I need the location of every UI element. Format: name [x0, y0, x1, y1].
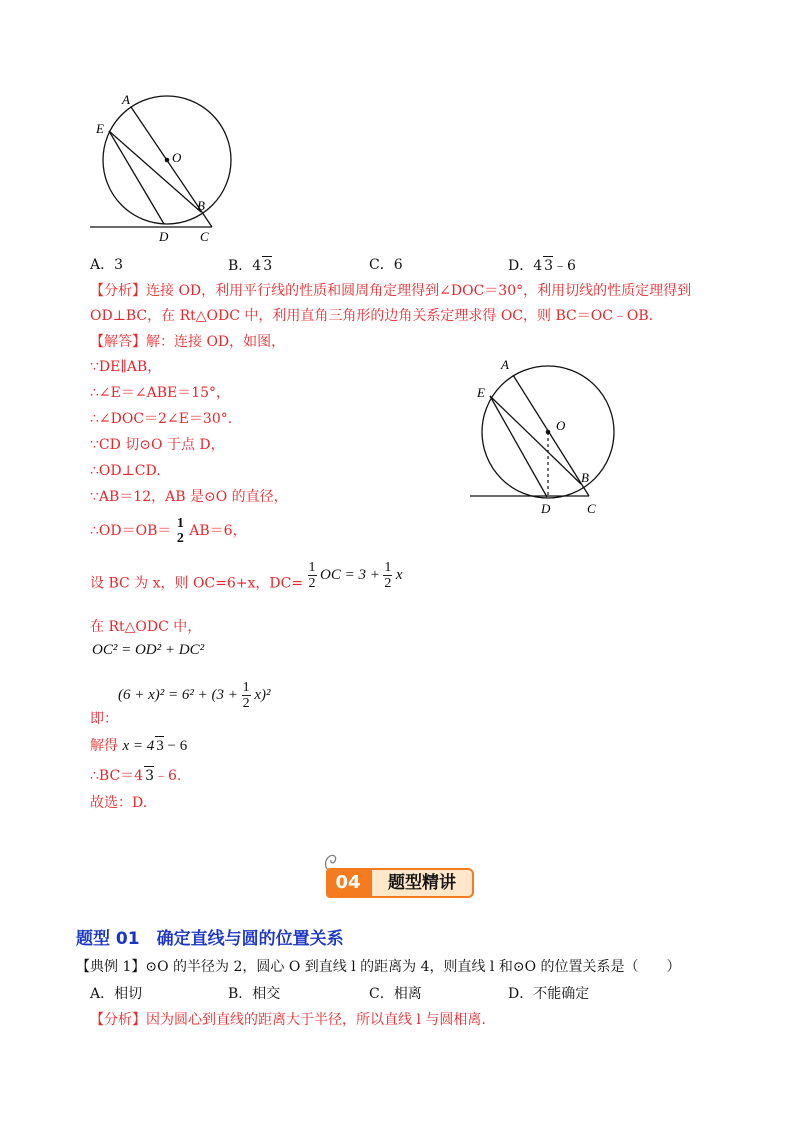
- analysis-line-2: OD⊥BC，在 Rt△ODC 中，利用直角三角形的边角关系定理求得 OC，则 BC＝OC﹣OB.: [90, 308, 654, 324]
- solution-step-6: ∴OD⊥CD.: [90, 463, 161, 479]
- option-c: C．6: [369, 257, 403, 273]
- label-b: B: [197, 198, 205, 213]
- option-a: A．3: [90, 257, 124, 273]
- solution-step-3: ∴∠E＝∠ABE＝15°，: [90, 385, 231, 401]
- example-option-c: C．相离: [369, 986, 422, 1002]
- example-analysis: 【分析】因为圆心到直线的距离大于半径，所以直线 l 与圆相离.: [90, 1012, 486, 1028]
- solution-step-7: ∵AB＝12，AB 是⊙O 的直径，: [90, 489, 288, 505]
- analysis-line-1: 【分析】连接 OD，利用平行线的性质和圆周角定理得到∠DOC＝30°，利用切线的性质定理得到: [90, 283, 692, 299]
- solution-step-12: 解得 x = 4 3 − 6: [90, 738, 188, 754]
- equation-pythagoras: OC² = OD² + DC²: [92, 642, 205, 658]
- segment-eb: [490, 396, 581, 484]
- badge-title: 题型精讲: [370, 868, 474, 898]
- solution-step-13: ∴BC＝4 3﹣6.: [90, 768, 182, 784]
- example-option-d: D．不能确定: [508, 986, 590, 1002]
- solution-step-2: ∵DE∥AB，: [90, 359, 162, 375]
- section-badge: [326, 862, 478, 904]
- section-heading: 题型 01 确定直线与圆的位置关系: [76, 929, 344, 949]
- label-d: D: [159, 229, 169, 244]
- solution-step-9: 设 BC 为 x，则 OC=6+x，DC= $\frac{1}{2}$ OC = 3 + $\frac{1}{2}$ x: [90, 560, 403, 592]
- center-point: [165, 158, 170, 163]
- label-o: O: [556, 418, 566, 433]
- segment-ed: [109, 131, 164, 224]
- solution-step-1: 【解答】解：连接 OD，如图，: [90, 334, 286, 350]
- badge-number: 04: [326, 868, 370, 898]
- example-option-a: A．相切: [90, 986, 143, 1002]
- option-d: D．4 3﹣6: [508, 258, 576, 274]
- geometry-figure-solution: [468, 352, 618, 520]
- label-a: A: [501, 357, 509, 372]
- label-e: E: [477, 385, 485, 400]
- label-c: C: [200, 229, 209, 244]
- label-c: C: [587, 501, 596, 516]
- solution-step-4: ∴∠DOC＝2∠E＝30°.: [90, 411, 233, 427]
- label-o: O: [172, 150, 182, 165]
- label-a: A: [122, 92, 130, 107]
- option-b: B．4 3: [228, 258, 273, 274]
- geometry-figure-top: [80, 88, 250, 248]
- label-e: E: [96, 121, 104, 136]
- example-question: 【典例 1】⊙O 的半径为 2，圆心 O 到直线 l 的距离为 4，则直线 l 和⊙O 的位置关系是（ ）: [76, 959, 681, 975]
- segment-ed: [490, 396, 547, 497]
- example-option-b: B．相交: [228, 986, 281, 1002]
- center-point: [546, 430, 551, 435]
- fraction-half: 1 2: [176, 516, 184, 546]
- solution-step-10: 在 Rt△ODC 中，: [90, 619, 202, 635]
- segment-ac: [513, 375, 589, 496]
- equation-substituted: (6 + x)² = 6² + (3 + $\frac{1}{2}$ x)²: [118, 680, 271, 711]
- solution-step-11: 即：: [90, 711, 118, 727]
- solution-step-14: 故选：D.: [90, 795, 148, 811]
- label-b: B: [581, 470, 589, 485]
- solution-step-8: ∴OD＝OB＝ 1 2 AB＝6，: [90, 516, 247, 546]
- solution-step-5: ∵CD 切⊙O 于点 D，: [90, 437, 225, 453]
- label-d: D: [541, 501, 551, 516]
